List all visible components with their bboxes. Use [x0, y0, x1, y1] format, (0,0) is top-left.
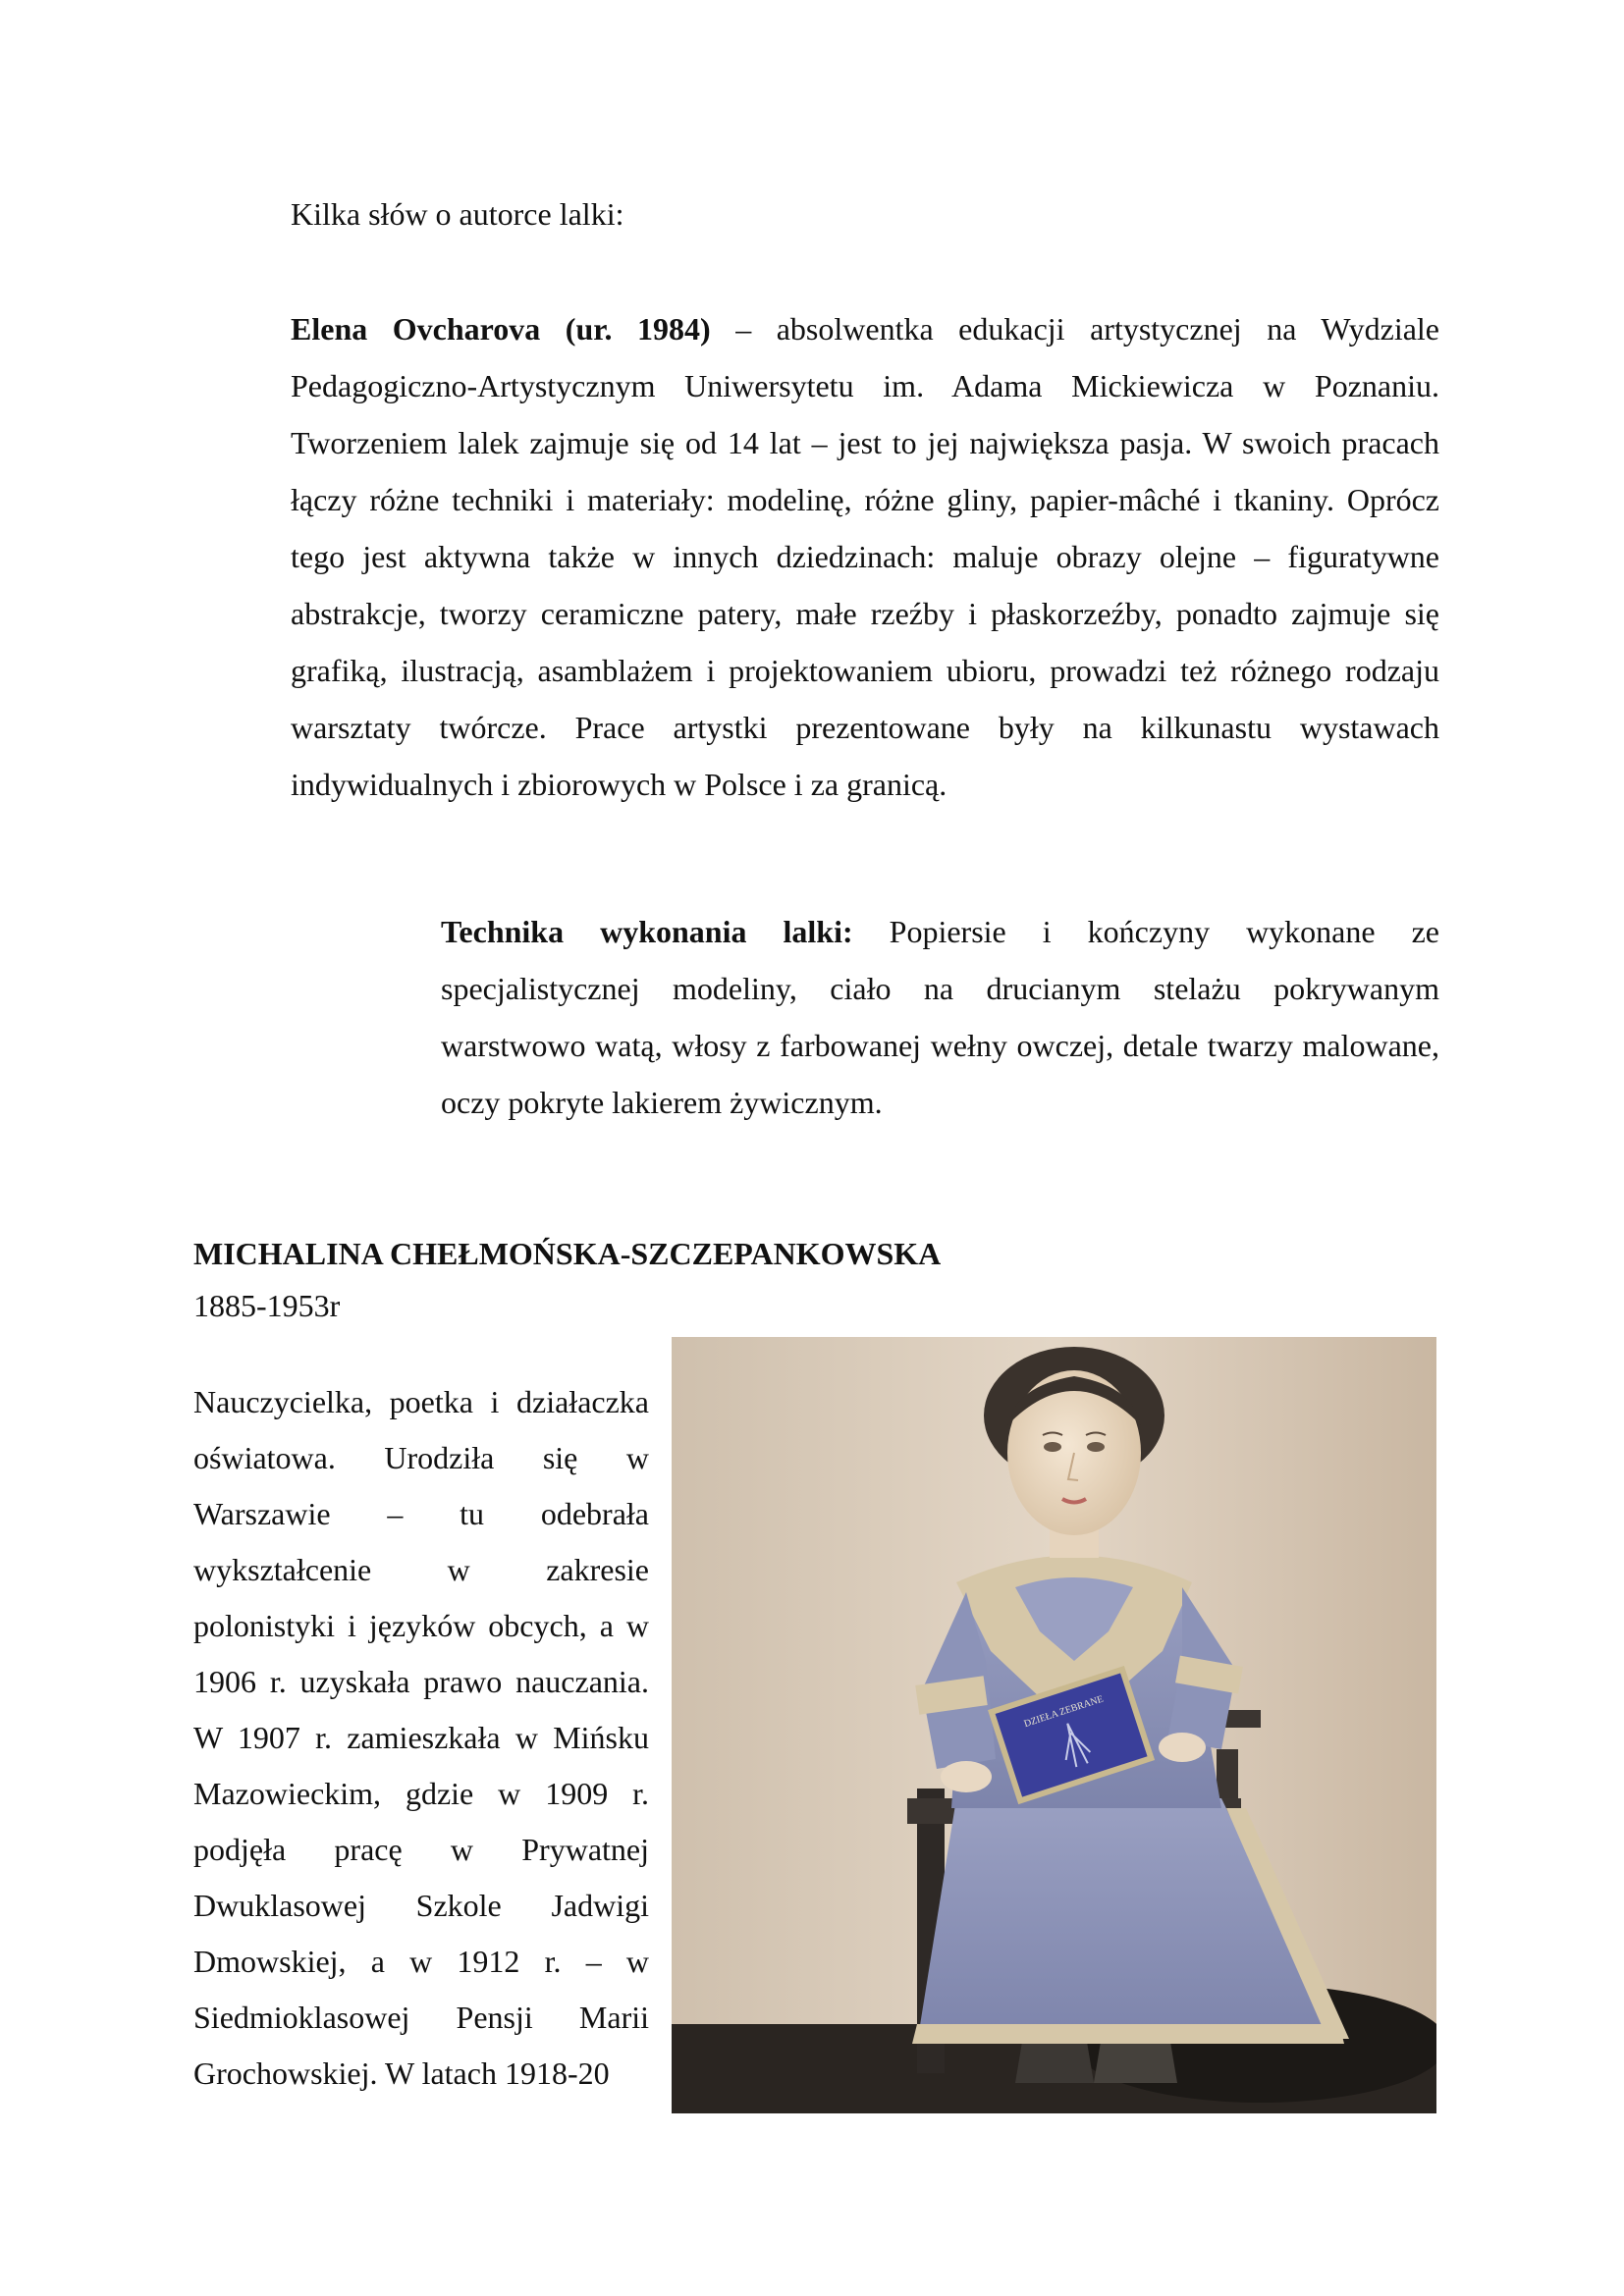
- doll-title: MICHALINA CHEŁMOŃSKA-SZCZEPANKOWSKA: [193, 1236, 942, 1271]
- doll-years: 1885-1953r: [193, 1288, 341, 1323]
- author-bio-paragraph: [291, 300, 1439, 813]
- author-name: Elena Ovcharova (ur. 1984): [291, 311, 711, 347]
- author-bio-text: – absolwentka edukacji artystycznej na Wydziale Pedagogiczno-Artystycznym Uniwersytetu im. Adama Mickiewicza w Poznaniu. Tworzeniem lalek zajmuje się od 14 lat – jest to jej największa pasja. W swoich pracach łączy różne techniki i materiały: modelinę, różne gliny, papier-mâché i tkaniny. Oprócz tego jest aktywna także w innych dziedzinach: maluje obrazy olejne – figuratywne abstrakcje, tworzy ceramiczne patery, małe rzeźby i płaskorzeźby, ponadto zajmuje się grafiką, ilustracją, asamblażem i projektowaniem ubioru, prowadzi też różnego rodzaju warsztaty twórcze. Prace artystki prezentowane były na kilkunastu wystawach indywidualnych i zbiorowych w Polsce i za granicą.: [291, 311, 1439, 802]
- technique-paragraph: [441, 903, 1439, 1131]
- doll-photo: [672, 1337, 1436, 2113]
- intro-heading: Kilka słów o autorce lalki:: [291, 196, 624, 232]
- doll-description: Nauczycielka, poetka i działaczka oświatowa. Urodziła się w Warszawie – tu odebrała wykształcenie w zakresie polonistyki i języków obcych, a w 1906 r. uzyskała prawo nauczania. W 1907 r. zamieszkała w Mińsku Mazowieckim, gdzie w 1909 r. podjęła pracę w Prywatnej Dwuklasowej Szkole Jadwigi Dmowskiej, a w 1912 r. – w Siedmioklasowej Pensji Marii Grochowskiej. W latach 1918-20: [193, 1384, 649, 2091]
- book-title: DZIEŁA ZEBRANE: [1022, 1693, 1106, 1731]
- technique-text: Popiersie i kończyny wykonane ze specjalistycznej modeliny, ciało na drucianym stelażu pokrywanym warstwowo watą, włosy z farbowanej wełny owczej, detale twarzy malowane, oczy pokryte lakierem żywicznym.: [441, 914, 1440, 1120]
- technique-label: Technika wykonania lalki:: [441, 914, 853, 949]
